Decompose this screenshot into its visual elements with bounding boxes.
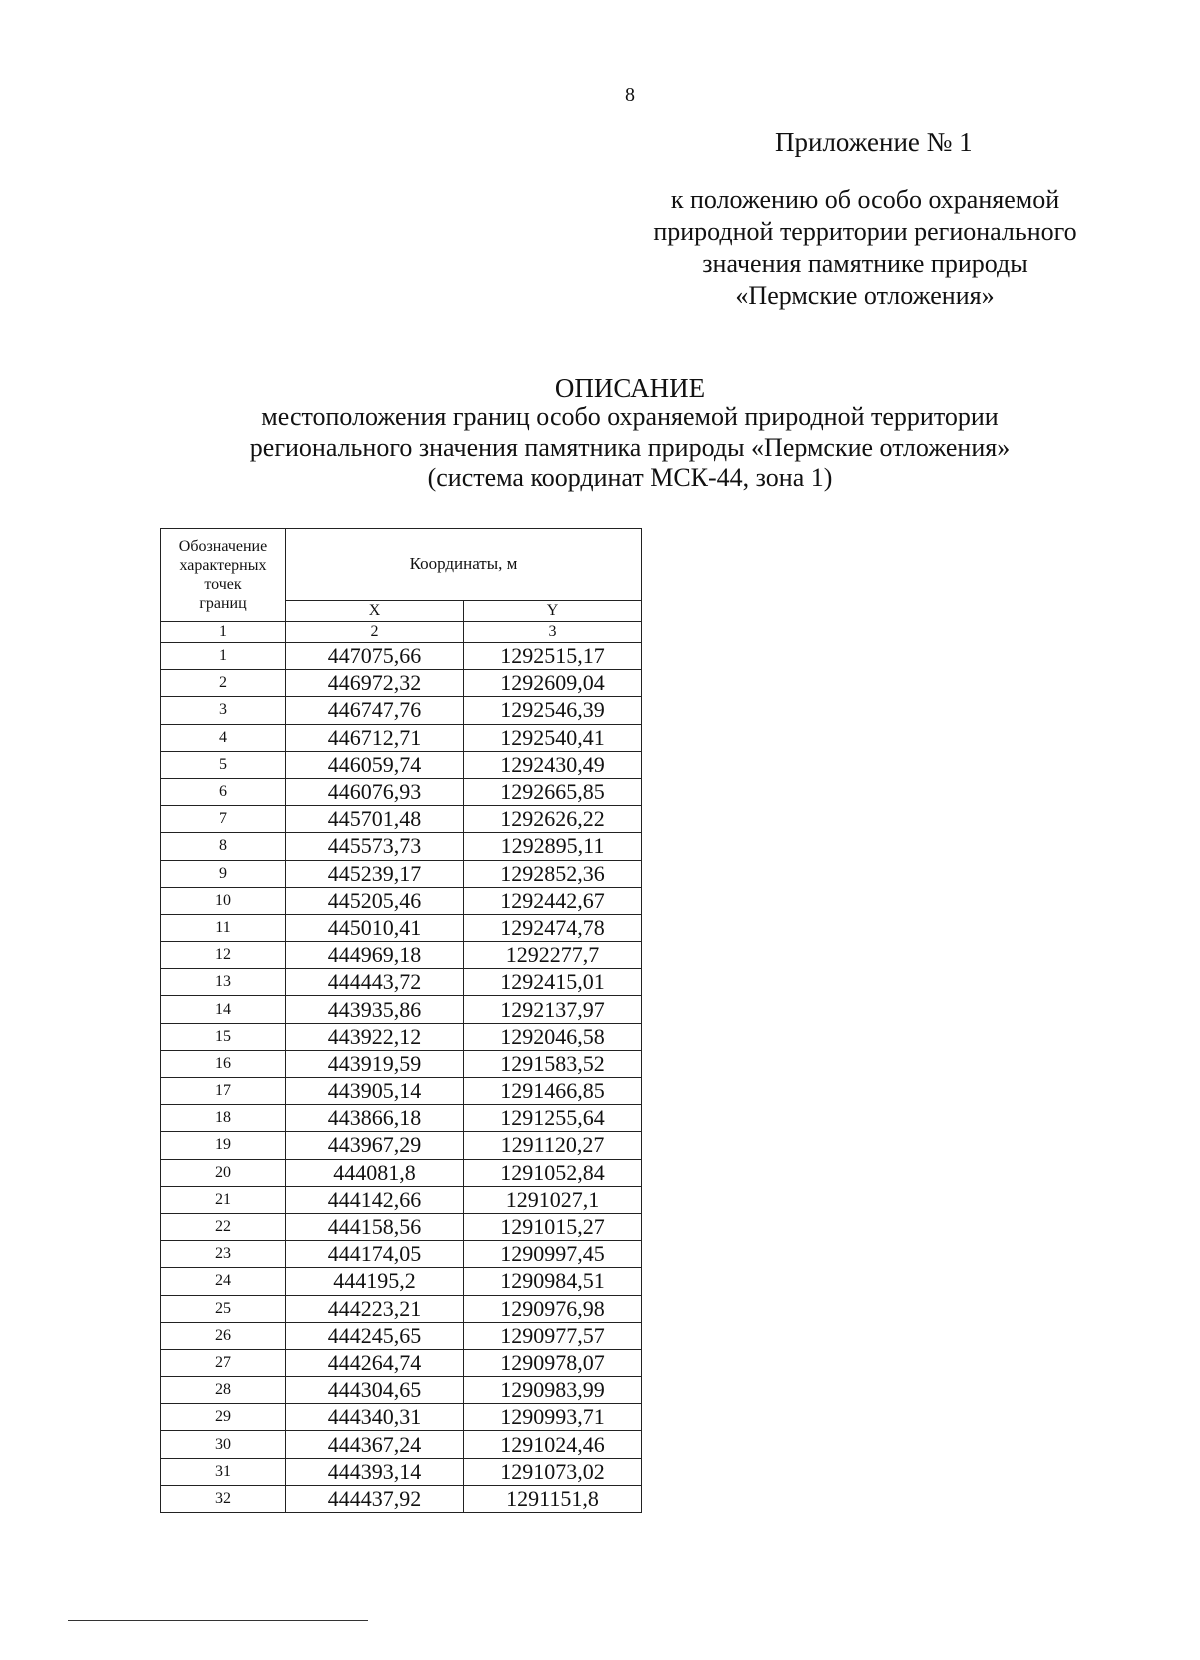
point-number-cell: 2 <box>161 670 286 697</box>
x-coordinate-cell: 446712,71 <box>286 724 464 751</box>
y-coordinate-cell: 1290993,71 <box>464 1404 642 1431</box>
point-number-cell: 29 <box>161 1404 286 1431</box>
description-line: местоположения границ особо охраняемой природной территории <box>261 402 999 431</box>
table-row <box>161 887 642 914</box>
table-row <box>161 1377 642 1404</box>
table-row <box>161 1132 642 1159</box>
table-row <box>161 1349 642 1376</box>
x-coordinate-cell: 444443,72 <box>286 969 464 996</box>
document-description <box>0 402 1200 494</box>
table-row <box>161 1213 642 1240</box>
appendix-subtitle-line: природной территории регионального <box>653 217 1077 246</box>
point-number-cell: 31 <box>161 1458 286 1485</box>
y-coordinate-cell: 1292442,67 <box>464 887 642 914</box>
x-coordinate-cell: 443935,86 <box>286 996 464 1023</box>
table-row <box>161 969 642 996</box>
coordinates-table <box>160 528 642 1513</box>
column-number: 1 <box>161 622 286 643</box>
y-coordinate-cell: 1290983,99 <box>464 1377 642 1404</box>
x-coordinate-cell: 444437,92 <box>286 1485 464 1512</box>
document-heading: ОПИСАНИЕ <box>554 373 706 403</box>
y-coordinate-cell: 1292277,7 <box>464 942 642 969</box>
table-row <box>161 1322 642 1349</box>
x-coordinate-cell: 444142,66 <box>286 1186 464 1213</box>
header-designation-line: характерных <box>179 557 267 574</box>
point-number-cell: 26 <box>161 1322 286 1349</box>
y-coordinate-cell: 1291052,84 <box>464 1159 642 1186</box>
table-row <box>161 1105 642 1132</box>
x-coordinate-cell: 445205,46 <box>286 887 464 914</box>
appendix-subtitle-line: «Пермские отложения» <box>735 281 995 310</box>
y-coordinate-cell: 1291583,52 <box>464 1050 642 1077</box>
point-number-cell: 19 <box>161 1132 286 1159</box>
page-number: 8 <box>625 84 635 106</box>
x-coordinate-cell: 447075,66 <box>286 643 464 670</box>
header-x: X <box>286 600 464 621</box>
y-coordinate-cell: 1291255,64 <box>464 1105 642 1132</box>
y-coordinate-cell: 1292430,49 <box>464 751 642 778</box>
y-coordinate-cell: 1292415,01 <box>464 969 642 996</box>
x-coordinate-cell: 444969,18 <box>286 942 464 969</box>
description-line: регионального значения памятника природы «Пермские отложения» <box>249 432 1011 462</box>
point-number-cell: 14 <box>161 996 286 1023</box>
point-number-cell: 18 <box>161 1105 286 1132</box>
header-designation-line: Обозначение <box>178 538 268 555</box>
y-coordinate-cell: 1290984,51 <box>464 1268 642 1295</box>
table-row <box>161 643 642 670</box>
y-coordinate-cell: 1290977,57 <box>464 1322 642 1349</box>
table-row <box>161 1159 642 1186</box>
x-coordinate-cell: 446747,76 <box>286 697 464 724</box>
point-number-cell: 5 <box>161 751 286 778</box>
point-number-cell: 4 <box>161 724 286 751</box>
x-coordinate-cell: 444158,56 <box>286 1213 464 1240</box>
table-row <box>161 724 642 751</box>
point-number-cell: 10 <box>161 887 286 914</box>
point-number-cell: 15 <box>161 1023 286 1050</box>
point-number-cell: 28 <box>161 1377 286 1404</box>
table-row <box>161 806 642 833</box>
point-number-cell: 24 <box>161 1268 286 1295</box>
table-row <box>161 1241 642 1268</box>
x-coordinate-cell: 444245,65 <box>286 1322 464 1349</box>
description-line: (система координат МСК-44, зона 1) <box>427 463 833 492</box>
y-coordinate-cell: 1290976,98 <box>464 1295 642 1322</box>
column-number: 2 <box>286 622 464 643</box>
x-coordinate-cell: 445239,17 <box>286 860 464 887</box>
point-number-cell: 7 <box>161 806 286 833</box>
y-coordinate-cell: 1291073,02 <box>464 1458 642 1485</box>
table-row <box>161 1050 642 1077</box>
point-number-cell: 25 <box>161 1295 286 1322</box>
x-coordinate-cell: 444264,74 <box>286 1349 464 1376</box>
point-number-cell: 8 <box>161 833 286 860</box>
point-number-cell: 6 <box>161 778 286 805</box>
y-coordinate-cell: 1292852,36 <box>464 860 642 887</box>
x-coordinate-cell: 445701,48 <box>286 806 464 833</box>
y-coordinate-cell: 1292137,97 <box>464 996 642 1023</box>
table-row <box>161 1295 642 1322</box>
column-number: 3 <box>464 622 642 643</box>
y-coordinate-cell: 1292540,41 <box>464 724 642 751</box>
footnote-divider <box>68 1620 368 1621</box>
table-row <box>161 670 642 697</box>
table-row <box>161 996 642 1023</box>
point-number-cell: 13 <box>161 969 286 996</box>
x-coordinate-cell: 443919,59 <box>286 1050 464 1077</box>
appendix-subtitle-line: значения памятнике природы <box>702 249 1028 278</box>
table-row <box>161 697 642 724</box>
x-coordinate-cell: 444304,65 <box>286 1377 464 1404</box>
x-coordinate-cell: 443967,29 <box>286 1132 464 1159</box>
y-coordinate-cell: 1292609,04 <box>464 670 642 697</box>
x-coordinate-cell: 444174,05 <box>286 1241 464 1268</box>
x-coordinate-cell: 444367,24 <box>286 1431 464 1458</box>
table-row <box>161 1404 642 1431</box>
y-coordinate-cell: 1291024,46 <box>464 1431 642 1458</box>
x-coordinate-cell: 443905,14 <box>286 1078 464 1105</box>
y-coordinate-cell: 1292895,11 <box>464 833 642 860</box>
table-row <box>161 1186 642 1213</box>
y-coordinate-cell: 1290997,45 <box>464 1241 642 1268</box>
point-number-cell: 20 <box>161 1159 286 1186</box>
x-coordinate-cell: 443922,12 <box>286 1023 464 1050</box>
point-number-cell: 9 <box>161 860 286 887</box>
y-coordinate-cell: 1291120,27 <box>464 1132 642 1159</box>
y-coordinate-cell: 1291015,27 <box>464 1213 642 1240</box>
x-coordinate-cell: 444393,14 <box>286 1458 464 1485</box>
header-designation <box>161 529 286 622</box>
y-coordinate-cell: 1290978,07 <box>464 1349 642 1376</box>
table-row <box>161 1023 642 1050</box>
appendix-title: Приложение № 1 <box>775 127 973 157</box>
header-coordinates: Координаты, м <box>286 529 642 601</box>
point-number-cell: 22 <box>161 1213 286 1240</box>
table-row <box>161 860 642 887</box>
appendix-subtitle-line: к положению об особо охраняемой <box>670 185 1060 214</box>
point-number-cell: 27 <box>161 1349 286 1376</box>
y-coordinate-cell: 1292546,39 <box>464 697 642 724</box>
table-row <box>161 1268 642 1295</box>
table-row <box>161 778 642 805</box>
table-row <box>161 1485 642 1512</box>
y-coordinate-cell: 1291151,8 <box>464 1485 642 1512</box>
point-number-cell: 16 <box>161 1050 286 1077</box>
x-coordinate-cell: 444081,8 <box>286 1159 464 1186</box>
x-coordinate-cell: 446059,74 <box>286 751 464 778</box>
y-coordinate-cell: 1292474,78 <box>464 914 642 941</box>
table-row <box>161 914 642 941</box>
x-coordinate-cell: 444195,2 <box>286 1268 464 1295</box>
header-y: Y <box>464 600 642 621</box>
point-number-cell: 11 <box>161 914 286 941</box>
appendix-subtitle <box>630 184 1100 312</box>
y-coordinate-cell: 1292515,17 <box>464 643 642 670</box>
table-row <box>161 942 642 969</box>
y-coordinate-cell: 1291027,1 <box>464 1186 642 1213</box>
table-row <box>161 1078 642 1105</box>
table-row <box>161 1431 642 1458</box>
y-coordinate-cell: 1292046,58 <box>464 1023 642 1050</box>
x-coordinate-cell: 445010,41 <box>286 914 464 941</box>
table-row <box>161 833 642 860</box>
y-coordinate-cell: 1292665,85 <box>464 778 642 805</box>
x-coordinate-cell: 446972,32 <box>286 670 464 697</box>
header-designation-line: границ <box>199 595 247 612</box>
x-coordinate-cell: 445573,73 <box>286 833 464 860</box>
point-number-cell: 32 <box>161 1485 286 1512</box>
point-number-cell: 3 <box>161 697 286 724</box>
point-number-cell: 30 <box>161 1431 286 1458</box>
x-coordinate-cell: 446076,93 <box>286 778 464 805</box>
point-number-cell: 12 <box>161 942 286 969</box>
x-coordinate-cell: 444223,21 <box>286 1295 464 1322</box>
table-row <box>161 1458 642 1485</box>
x-coordinate-cell: 444340,31 <box>286 1404 464 1431</box>
table-row <box>161 751 642 778</box>
header-designation-line: точек <box>204 576 242 593</box>
y-coordinate-cell: 1292626,22 <box>464 806 642 833</box>
x-coordinate-cell: 443866,18 <box>286 1105 464 1132</box>
point-number-cell: 21 <box>161 1186 286 1213</box>
point-number-cell: 1 <box>161 643 286 670</box>
coordinates-table-body <box>161 643 642 1513</box>
point-number-cell: 17 <box>161 1078 286 1105</box>
point-number-cell: 23 <box>161 1241 286 1268</box>
y-coordinate-cell: 1291466,85 <box>464 1078 642 1105</box>
